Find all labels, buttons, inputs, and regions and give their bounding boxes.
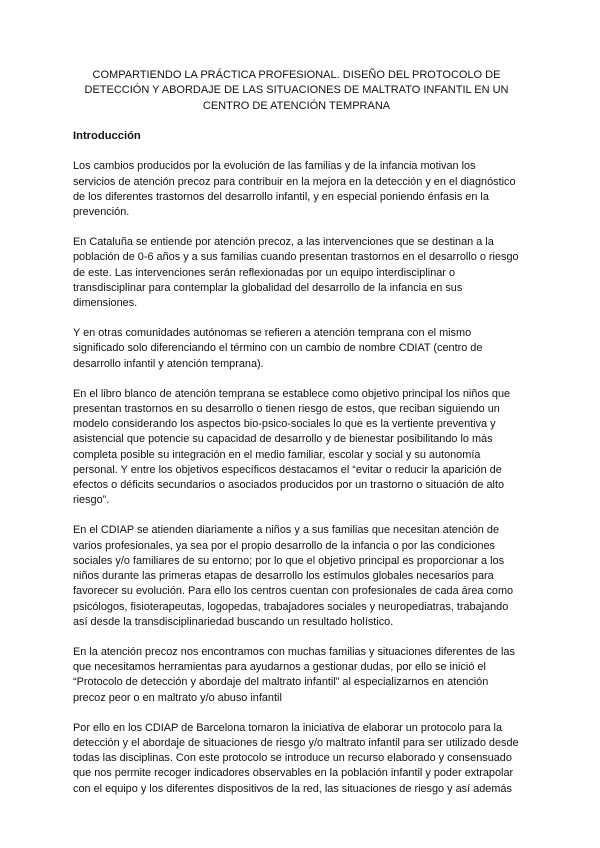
paragraph: En el libro blanco de atención temprana se establece como objetivo principal los niños que presentan trastornos en su desarrollo o tienen riesgo de estos, que reciban siguiendo un modelo considerando los aspectos bio-psico-sociales lo que es la vertiente preventiva y asistencial que potencie su capacidad de desarrollo y de bienestar posibilitando lo más completa posible su integración en el medio familiar, escolar y social y su autonomía personal. Y entre los objetivos específicos destacamos el “evitar o reducir la aparición de efectos o déficits secundarios o asociados producidos por un trastorno o situación de alto riesgo”. (73, 387, 511, 507)
document-title: COMPARTIENDO LA PRÁCTICA PROFESIONAL. DISEÑO DEL PROTOCOLO DE DETECCIÓN Y ABORDAJE DE LAS SITUACIONES DE MALTRATO INFANTIL EN UN CENTRO DE ATENCIÓN TEMPRANA (84, 69, 509, 112)
section-heading-introduccion: Introducción (73, 130, 141, 143)
paragraph: Por ello en los CDIAP de Barcelona tomaron la iniciativa de elaborar un protocolo para la detección y el abordaje de situaciones de riesgo y/o maltrato infantil para ser utilizado desde todas las disciplinas. Con este protocolo se introduce un recurso elaborado y consensuado que nos permite recoger indicadores observables en la población infantil y poder extrapolar con el equipo y los diferentes dispositivos de la red, las situaciones de riesgo y así además (73, 721, 519, 795)
paragraph: En Cataluña se entiende por atención precoz, a las intervenciones que se destinan a la población de 0-6 años y a sus familias cuando presentan trastornos en el desarrollo o riesgo de este. Las intervenciones serán reflexionadas por un equipo interdisciplinar o transdisciplinar para contemplar la globalidad del desarrollo de la infancia en sus dimensiones. (73, 236, 519, 310)
paragraph: Y en otras comunidades autónomas se refieren a atención temprana con el mismo significado solo diferenciando el término con un cambio de nombre CDIAT (centro de desarrollo infantil y atención temprana). (73, 327, 483, 370)
paragraph: En el CDIAP se atienden diariamente a niños y a sus familias que necesitan atención de varios profesionales, ya sea por el propio desarrollo de la infancia o por las condiciones sociales y/o familiares de su entorno; por lo que el objetivo principal es proporcionar a los niños durante las primeras etapas de desarrollo los estímulos globales necesarios para favorecer su evolución. Para ello los centros cuentan con profesionales de cada área como psicólogos, fisioterapeutas, logopedas, trabajadores sociales y neuropediatras, trabajando así desde la transdisciplinariedad buscando un resultado holístico. (73, 524, 514, 628)
paragraph: En la atención precoz nos encontramos con muchas familias y situaciones diferentes de las que necesitamos herramientas para ayudarnos a gestionar dudas, por ello se inició el “Protocolo de detección y abordaje del maltrato infantil” al especializarnos en atención precoz peor o en maltrato y/o abuso infantil (73, 645, 515, 704)
paragraph: Los cambios producidos por la evolución de las familias y de la infancia motivan los servicios de atención precoz para contribuir en la mejora en la detección y en el diagnóstico de los diferentes trastornos del desarrollo infantil, y en especial poniendo énfasis en la prevención. (73, 160, 516, 219)
